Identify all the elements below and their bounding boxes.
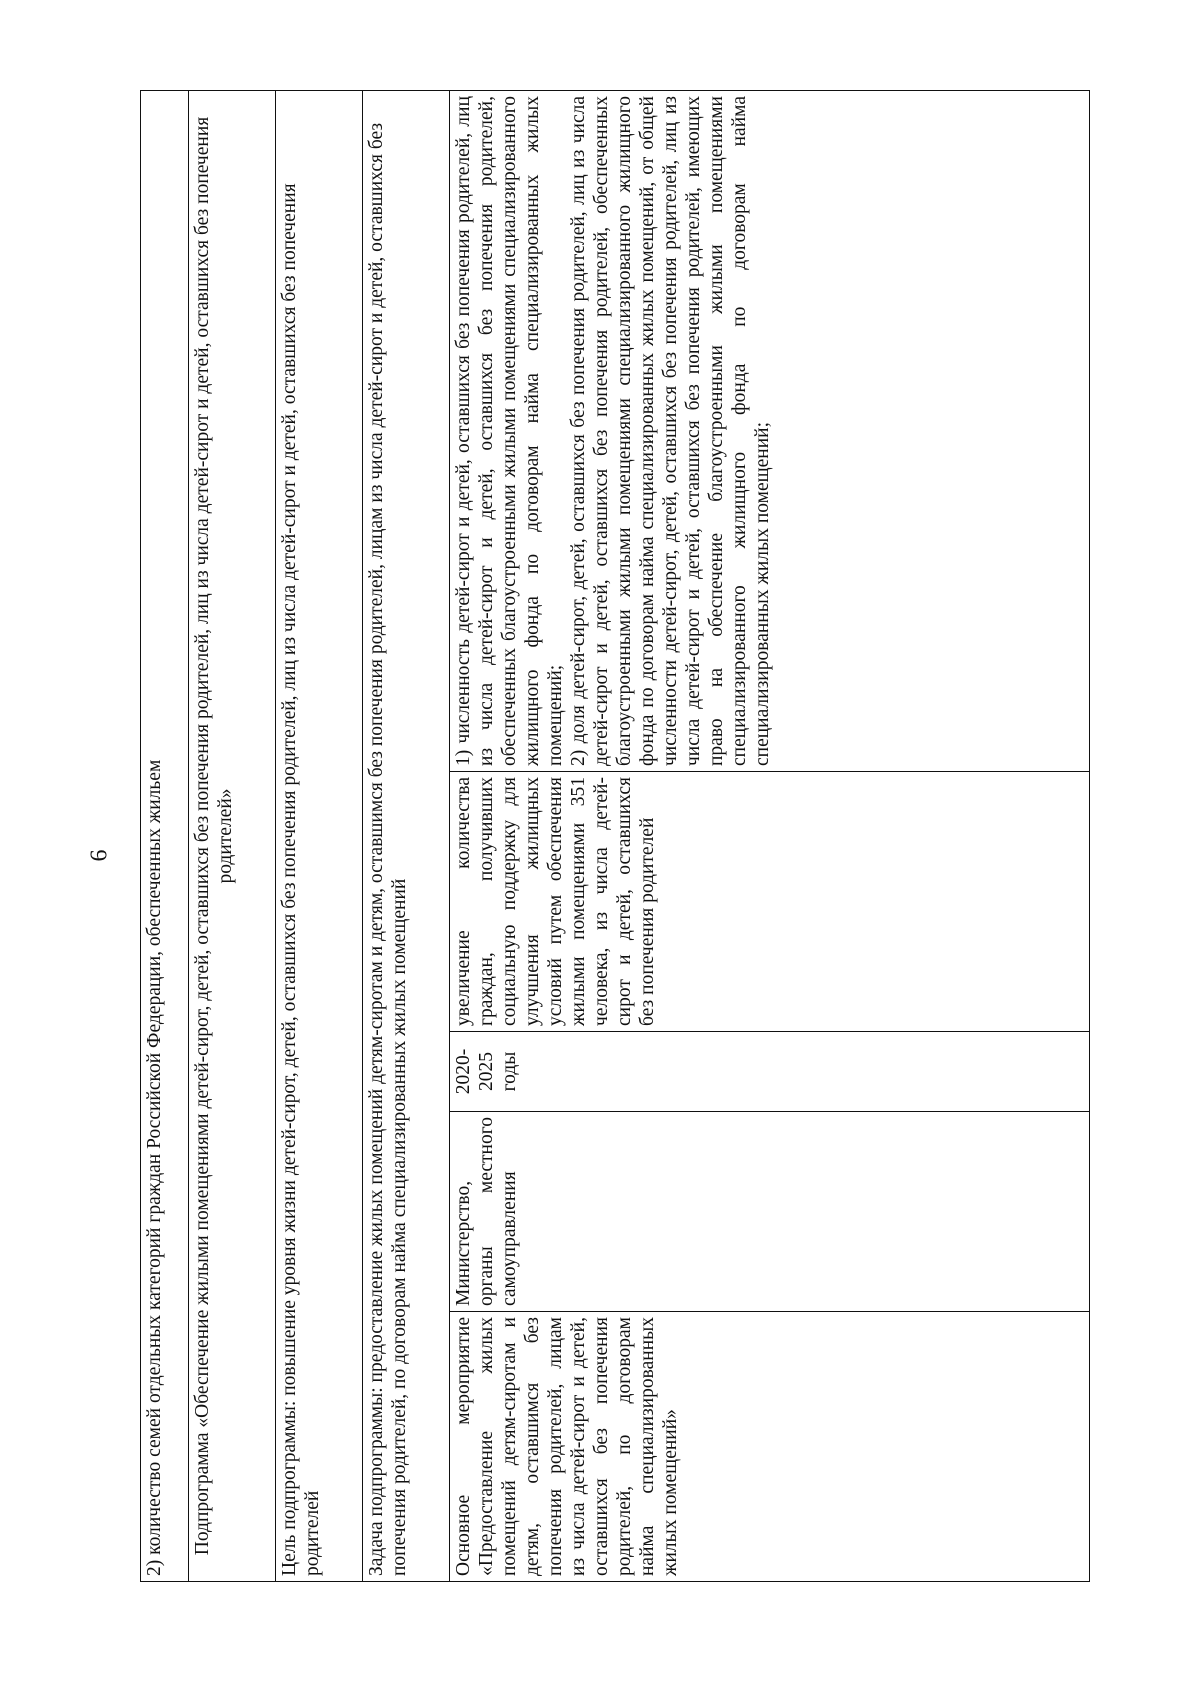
table-row <box>188 91 275 1582</box>
executors-cell: Министерство, органы местного самоуправления <box>450 1112 1090 1312</box>
indicator-item-1: 1) численность детей-сирот и детей, оставшихся без попечения родителей, лиц из числа детей-сирот и детей, оставшихся без попечения родителей, обеспеченных благоустроенными жилыми помещениями специализированного жилищного фонда по договорам найма специализированных жилых помещений; <box>453 96 566 766</box>
expected-result-cell: увеличение количества граждан, получивших социальную поддержку для улучшения жилищных условий путем обеспечения жилыми помещениями 351 человека, из числа детей-сирот и детей, оставшихся без попечения родителей <box>450 772 1090 1032</box>
table-row <box>362 91 449 1582</box>
rotated-table-container <box>140 90 1090 1582</box>
main-event-cell: Основное мероприятие «Предоставление жилых помещений детям-сиротам и детям, оставшимся без попечения родителей, лицам из числа детей-сирот и детей, оставшихся без попечения родителей, по договорам найма специализированных жилых помещений» <box>450 1312 1090 1582</box>
table-row <box>275 91 362 1582</box>
table-row <box>450 91 1090 1582</box>
indicators-cell <box>450 91 1090 772</box>
subprogram-title: Подпрограмма «Обеспечение жилыми помещениями детей-сирот, детей, оставшихся без попечения родителей, лиц из числа детей-сирот и детей, оставшихся без попечения родителей» <box>188 91 275 1582</box>
indicator-row-text: 2) количество семей отдельных категорий граждан Российской Федерации, обеспеченных жильем <box>141 91 189 1582</box>
program-table <box>140 90 1090 1582</box>
subprogram-task: Задача подпрограммы: предоставление жилых помещений детям-сиротам и детям, оставшимся без попечения родителей, лицам из числа детей-сирот и детей, оставшихся без попечения родителей, по договорам найма специализированных жилых помещений <box>362 91 449 1582</box>
table-row <box>141 91 189 1582</box>
term-cell: 2020-2025 годы <box>450 1032 1090 1112</box>
indicator-item-2: 2) доля детей-сирот, детей, оставшихся без попечения родителей, лиц из числа детей-сирот и детей, оставшихся без попечения родителей, обеспеченных благоустроенными жилыми помещениями специализированного жилищного фонда по договорам найма специализированных жилых помещений, от общей численности детей-сирот, детей, оставшихся без попечения родителей, лиц из числа детей-сирот и детей, оставшихся без попечения родителей, имеющих право на обеспечение благоустроенными жилыми помещениями специализированного жилищного фонда по договорам найма специализированных жилых помещений; <box>568 96 773 766</box>
page-number: 6 <box>86 849 113 862</box>
subprogram-goal: Цель подпрограммы: повышение уровня жизни детей-сирот, детей, оставшихся без попечения родителей, лиц из числа детей-сирот и детей, оставшихся без попечения родителей <box>275 91 362 1582</box>
